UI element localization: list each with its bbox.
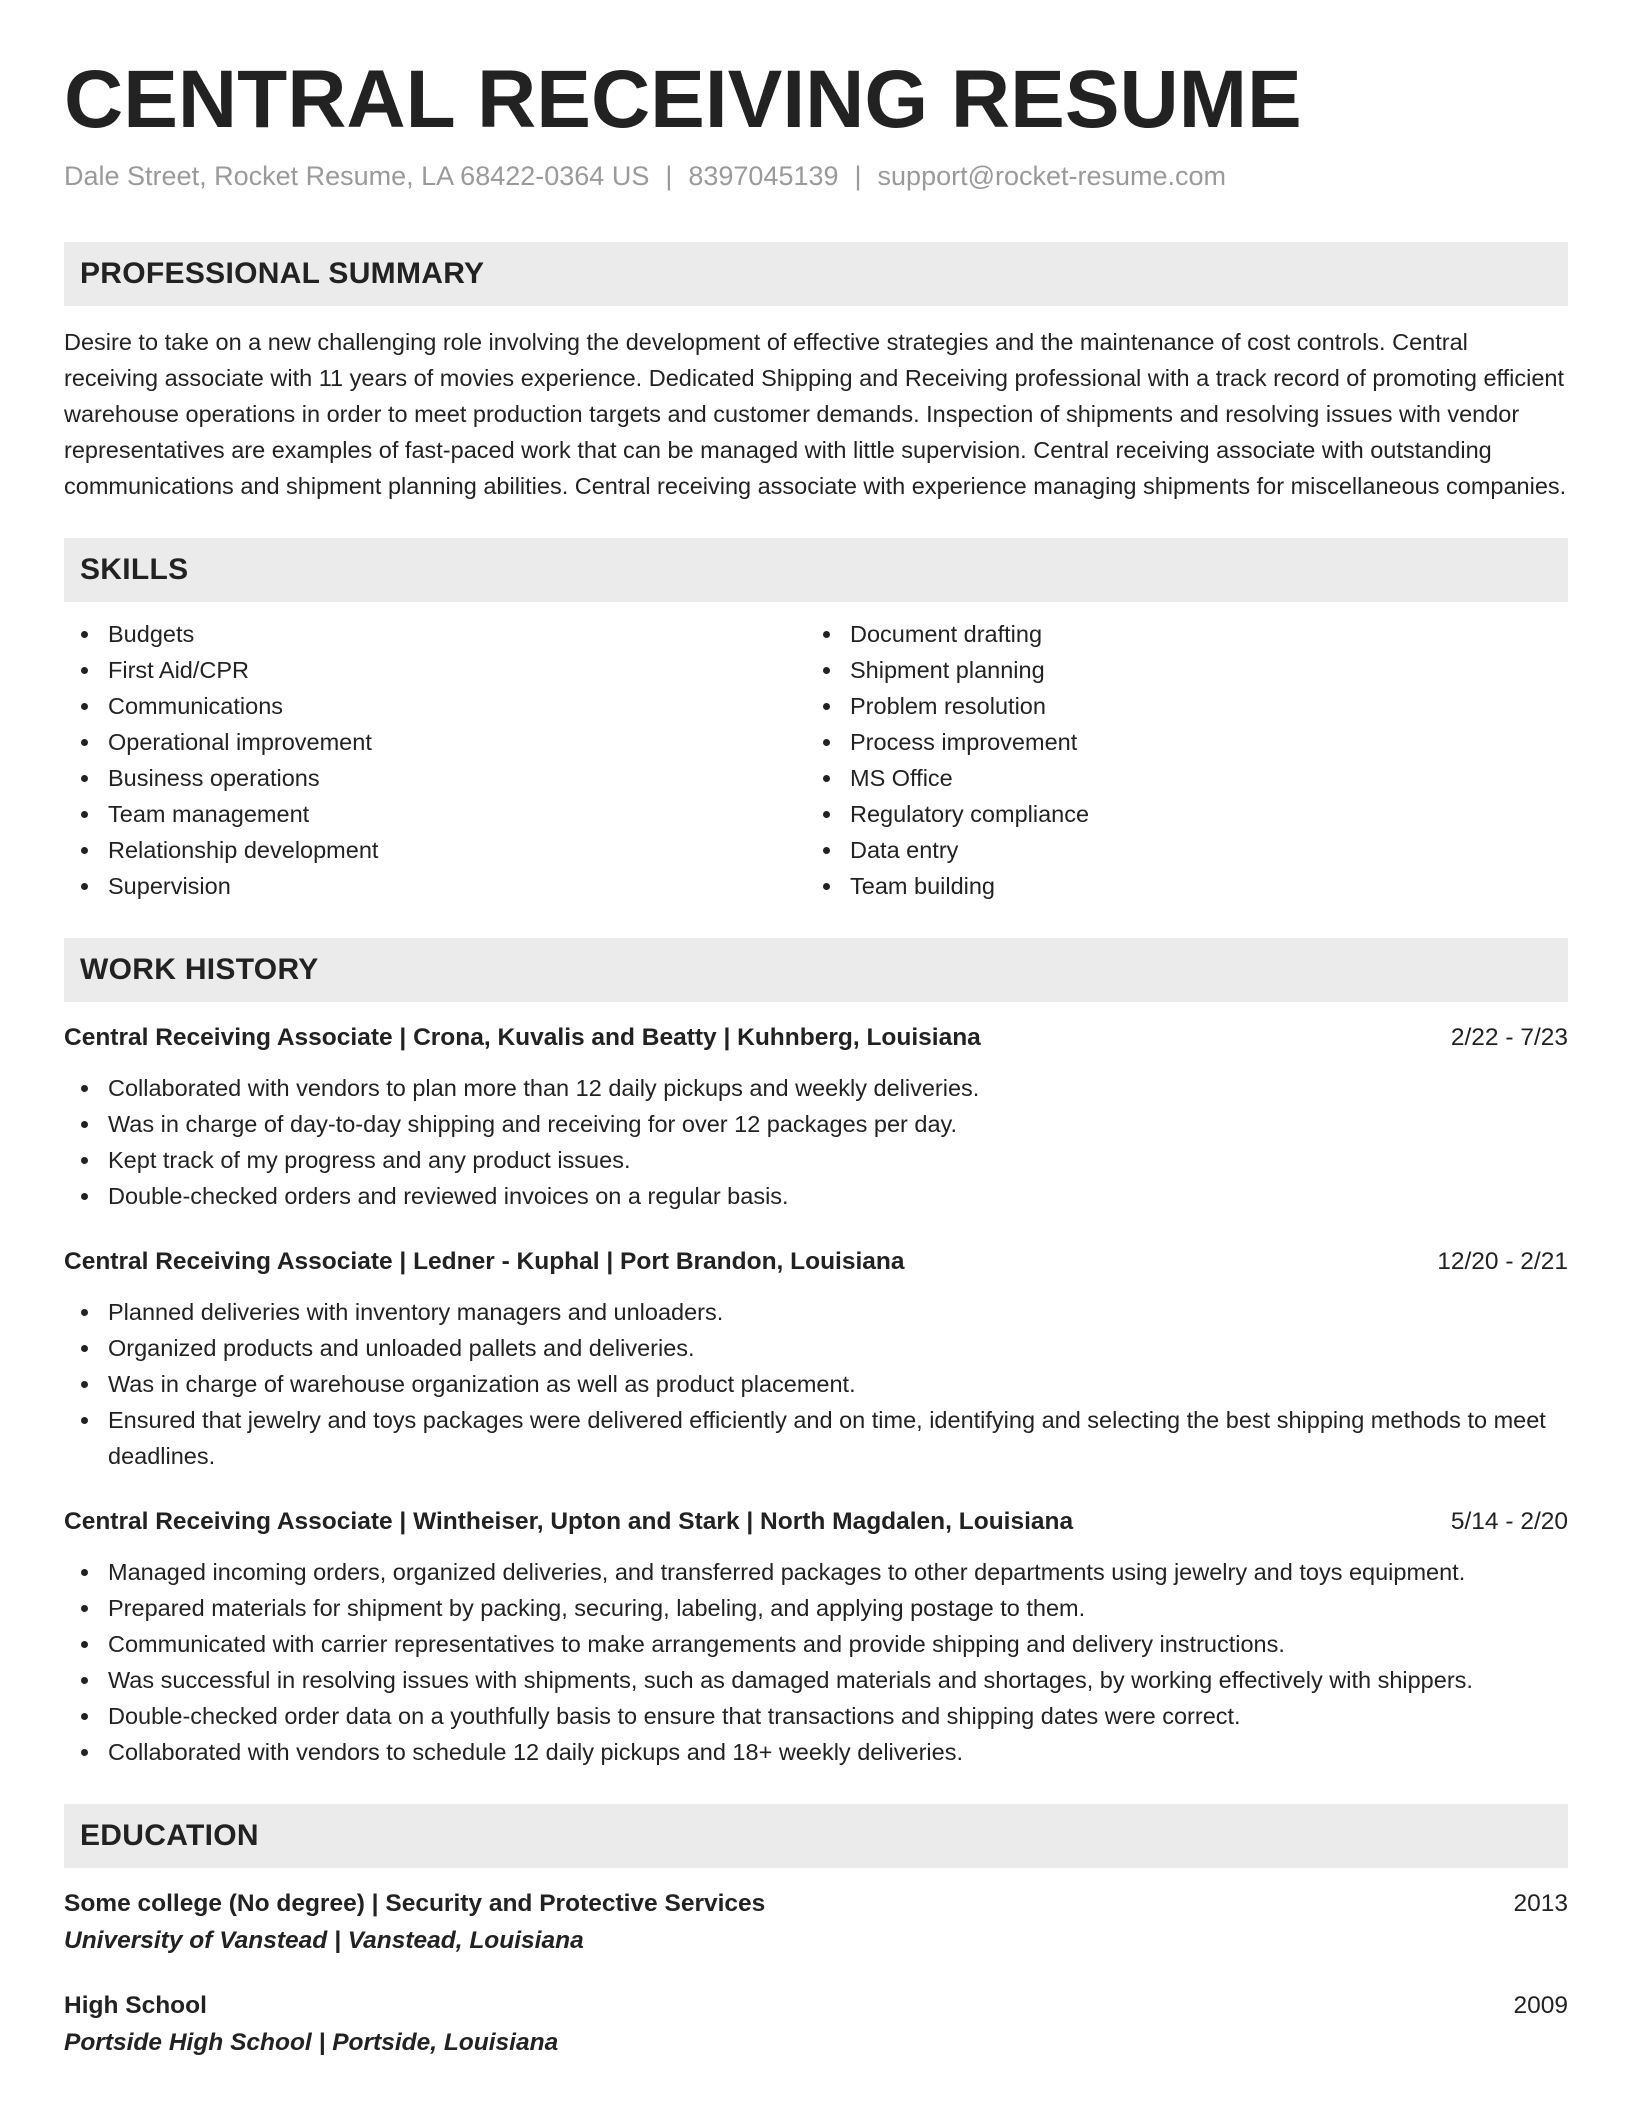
skill-item: Team management	[64, 796, 806, 832]
job-bullet: Organized products and unloaded pallets and deliveries.	[64, 1330, 1568, 1366]
job-dates: 5/14 - 2/20	[1450, 1508, 1568, 1536]
job-bullet: Double-checked orders and reviewed invoices on a regular basis.	[64, 1178, 1568, 1214]
education-school: Portside High School | Portside, Louisiana	[64, 2029, 559, 2057]
skill-item: First Aid/CPR	[64, 652, 806, 688]
education-degree: Some college (No degree) | Security and Protective Services	[64, 1890, 766, 1918]
skill-item: Shipment planning	[806, 652, 1548, 688]
job-bullets	[64, 1294, 1568, 1474]
contact-email: support@rocket-resume.com	[877, 161, 1227, 192]
job-bullets	[64, 1554, 1568, 1770]
section-heading-education: EDUCATION	[64, 1804, 1568, 1868]
education-year: 2009	[1513, 1992, 1568, 2020]
job-entry	[64, 1244, 1568, 1474]
section-heading-skills: SKILLS	[64, 538, 1568, 602]
job-bullet: Ensured that jewelry and toys packages were delivered efficiently and on time, identifying and selecting the best shipping methods to meet deadlines.	[64, 1402, 1568, 1474]
job-bullet: Prepared materials for shipment by packing, securing, labeling, and applying postage to them.	[64, 1590, 1568, 1626]
skill-item: Relationship development	[64, 832, 806, 868]
skill-item: Budgets	[64, 616, 806, 652]
job-header	[64, 1244, 1568, 1280]
skill-item: Supervision	[64, 868, 806, 904]
skill-item: Operational improvement	[64, 724, 806, 760]
education-year: 2013	[1513, 1890, 1568, 1918]
job-bullet: Planned deliveries with inventory managers and unloaders.	[64, 1294, 1568, 1330]
education-header	[64, 1886, 1568, 1922]
job-entry	[64, 1020, 1568, 1214]
job-bullet: Communicated with carrier representatives to make arrangements and provide shipping and delivery instructions.	[64, 1626, 1568, 1662]
job-title: Central Receiving Associate | Wintheiser, Upton and Stark | North Magdalen, Louisiana	[64, 1508, 1074, 1536]
skill-item: Problem resolution	[806, 688, 1548, 724]
job-bullet: Kept track of my progress and any product issues.	[64, 1142, 1568, 1178]
job-dates: 2/22 - 7/23	[1450, 1024, 1568, 1052]
skill-item: Team building	[806, 868, 1548, 904]
resume-title: CENTRAL RECEIVING RESUME	[64, 54, 1302, 145]
job-bullets	[64, 1070, 1568, 1214]
summary-text: Desire to take on a new challenging role involving the development of effective strategies and the maintenance of cost controls. Central receiving associate with 11 years of movies experience. Dedicated Shipping and Receiving professional with a track record of promoting efficient warehouse operations in order to meet production targets and customer demands. Inspection of shipments and resolving issues with vendor representatives are examples of fast-paced work that can be managed with little supervision. Central receiving associate with outstanding communications and shipment planning abilities. Central receiving associate with experience managing shipments for miscellaneous companies.	[64, 329, 1567, 500]
job-bullet: Managed incoming orders, organized deliveries, and transferred packages to other departments using jewelry and toys equipment.	[64, 1554, 1568, 1590]
job-bullet: Collaborated with vendors to schedule 12 daily pickups and 18+ weekly deliveries.	[64, 1734, 1568, 1770]
job-bullet: Was in charge of day-to-day shipping and receiving for over 12 packages per day.	[64, 1106, 1568, 1142]
skills-column-left	[64, 616, 806, 904]
contact-address: Dale Street, Rocket Resume, LA 68422-0364 US	[64, 161, 650, 192]
contact-line	[64, 161, 1568, 192]
job-dates: 12/20 - 2/21	[1437, 1248, 1568, 1276]
education-degree: High School	[64, 1992, 207, 2020]
skill-item: Data entry	[806, 832, 1548, 868]
education-header	[64, 1988, 1568, 2024]
skills-list	[64, 616, 1568, 904]
job-entry	[64, 1504, 1568, 1770]
skill-item: MS Office	[806, 760, 1548, 796]
section-heading-summary: PROFESSIONAL SUMMARY	[64, 242, 1568, 306]
education-entry	[64, 1988, 1568, 2062]
job-bullet: Collaborated with vendors to plan more than 12 daily pickups and weekly deliveries.	[64, 1070, 1568, 1106]
skill-item: Communications	[64, 688, 806, 724]
job-bullet: Was successful in resolving issues with shipments, such as damaged materials and shortages, by working effectively with shippers.	[64, 1662, 1568, 1698]
job-header	[64, 1504, 1568, 1540]
education-school: University of Vanstead | Vanstead, Louisiana	[64, 1927, 584, 1955]
job-bullet: Double-checked order data on a youthfully basis to ensure that transactions and shipping dates were correct.	[64, 1698, 1568, 1734]
skill-item: Business operations	[64, 760, 806, 796]
job-bullet: Was in charge of warehouse organization as well as product placement.	[64, 1366, 1568, 1402]
skill-item: Process improvement	[806, 724, 1548, 760]
contact-phone: 8397045139	[688, 161, 839, 192]
contact-separator: |	[854, 161, 862, 192]
job-header	[64, 1020, 1568, 1056]
contact-separator: |	[665, 161, 673, 192]
skills-column-right	[806, 616, 1548, 904]
job-title: Central Receiving Associate | Crona, Kuvalis and Beatty | Kuhnberg, Louisiana	[64, 1024, 981, 1052]
section-heading-work-history: WORK HISTORY	[64, 938, 1568, 1002]
skill-item: Regulatory compliance	[806, 796, 1548, 832]
job-title: Central Receiving Associate | Ledner - Kuphal | Port Brandon, Louisiana	[64, 1248, 905, 1276]
skill-item: Document drafting	[806, 616, 1548, 652]
education-entry	[64, 1886, 1568, 1960]
